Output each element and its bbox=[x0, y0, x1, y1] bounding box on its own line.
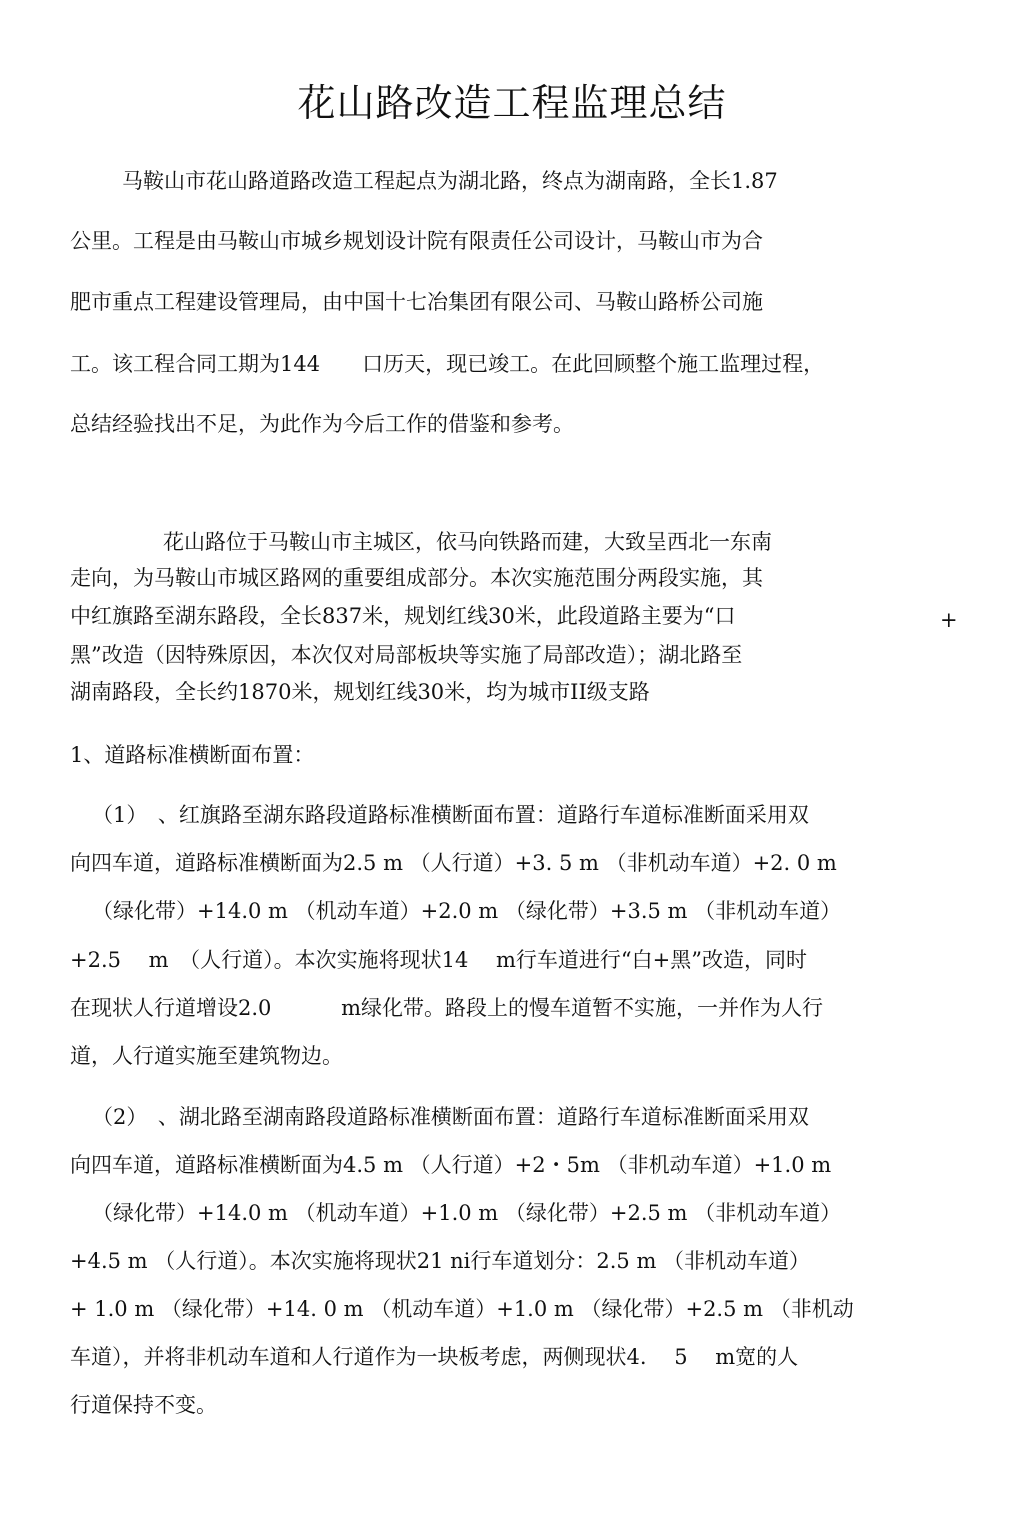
overview-line: 中红旗路至湖东路段，全长837米，规划红线30米，此段道路主要为“口 bbox=[70, 604, 736, 628]
item-2-line: 向四车道，道路标准横断面为4.5 m （人行道）+2・5m （非机动车道）+1.0 m bbox=[70, 1153, 832, 1177]
overview-line: 湖南路段，全长约1870米，规划红线30米，均为城市II级支路 bbox=[70, 680, 650, 704]
document-title: 花山路改造工程监理总结 bbox=[297, 81, 727, 125]
overview-line: 花山路位于马鞍山市主城区，依马向铁路而建，大致呈西北一东南 bbox=[163, 530, 772, 554]
item-2-line: 行道保持不变。 bbox=[70, 1393, 217, 1417]
intro-line: 公里。工程是由马鞍山市城乡规划设计院有限责任公司设计，马鞍山市为合 bbox=[70, 229, 763, 253]
intro-line: 总结经验找出不足，为此作为今后工作的借鉴和参考。 bbox=[70, 412, 574, 436]
item-2-line: + 1.0 m （绿化带）+14. 0 m （机动车道）+1.0 m （绿化带）+2.5 m （非机动 bbox=[70, 1297, 854, 1321]
intro-line: 马鞍山市花山路道路改造工程起点为湖北路，终点为湖南路，全长1.87 bbox=[122, 169, 778, 193]
item-1-line: 在现状人行道增设2.0 m绿化带。路段上的慢车道暂不实施，一并作为人行 bbox=[70, 996, 823, 1020]
item-2-line: （绿化带）+14.0 m （机动车道）+1.0 m （绿化带）+2.5 m （非机动车道） bbox=[92, 1201, 842, 1225]
item-1-line: +2.5 m （人行道）。本次实施将现状14 m行车道进行“白+黑”改造，同时 bbox=[70, 948, 807, 972]
intro-line: 工。该工程合同工期为144 口历天，现已竣工。在此回顾整个施工监理过程， bbox=[70, 352, 825, 376]
item-2-line: +4.5 m （人行道）。本次实施将现状21 ni行车道划分：2.5 m （非机动车道） bbox=[70, 1249, 811, 1273]
overview-line: 走向，为马鞍山市城区路网的重要组成部分。本次实施范围分两段实施，其 bbox=[70, 566, 763, 590]
item-1-line: 道，人行道实施至建筑物边。 bbox=[70, 1044, 343, 1068]
section-heading: 1、道路标准横断面布置： bbox=[70, 743, 315, 767]
intro-line: 肥市重点工程建设管理局，由中国十七冶集团有限公司、马鞍山路桥公司施 bbox=[70, 290, 763, 314]
item-2-line: 车道），并将非机动车道和人行道作为一块板考虑，两侧现状4. 5 m宽的人 bbox=[70, 1345, 799, 1369]
item-1-line: （1） 、红旗路至湖东路段道路标准横断面布置：道路行车道标准断面采用双 bbox=[92, 803, 809, 827]
overview-line: 黑”改造（因特殊原因，本次仅对局部板块等实施了局部改造）；湖北路至 bbox=[70, 643, 743, 667]
item-1-line: （绿化带）+14.0 m （机动车道）+2.0 m （绿化带）+3.5 m （非机动车道） bbox=[92, 899, 842, 923]
item-2-line: （2） 、湖北路至湖南路段道路标准横断面布置：道路行车道标准断面采用双 bbox=[92, 1105, 809, 1129]
item-1-line: 向四车道，道路标准横断面为2.5 m （人行道）+3. 5 m （非机动车道）+2. 0 m bbox=[70, 851, 837, 875]
overview-plus-mark: + bbox=[940, 608, 958, 632]
